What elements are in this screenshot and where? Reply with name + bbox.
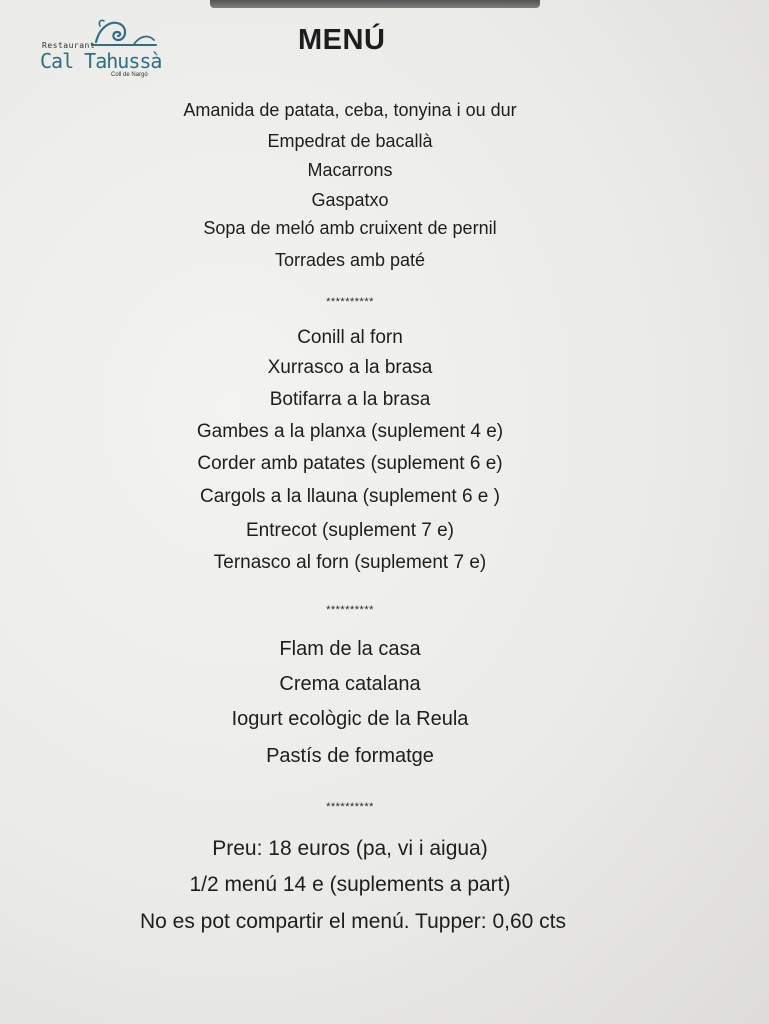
second-course-item: Cargols a la llauna (suplement 6 e ) <box>200 486 500 507</box>
clipboard-clip <box>210 0 540 8</box>
first-course-item: Macarrons <box>307 160 393 180</box>
first-course-item: Torrades amb paté <box>274 250 426 270</box>
dessert-item: Iogurt ecològic de la Reula <box>231 708 469 730</box>
second-course-item: Ternasco al forn (suplement 7 e) <box>213 552 487 573</box>
snail-icon <box>90 18 160 50</box>
second-course-item: Botifarra a la brasa <box>269 389 431 410</box>
logo-restaurant-label: Restaurant <box>42 41 96 50</box>
first-course-item: Gaspatxo <box>311 190 389 210</box>
half-menu-line: 1/2 menú 14 e (suplements a part) <box>189 873 511 896</box>
section-separator: ********** <box>326 801 374 813</box>
dessert-item: Crema catalana <box>279 673 421 695</box>
first-course-item: Amanida de patata, ceba, tonyina i ou dur <box>183 100 517 120</box>
sharing-note-line: No es pot compartir el menú. Tupper: 0,60 cts <box>139 910 567 933</box>
logo-name: Cal Tahussà <box>40 49 162 73</box>
second-course-item: Conill al forn <box>297 327 403 348</box>
price-line: Preu: 18 euros (pa, vi i aigua) <box>212 837 488 860</box>
section-separator: ********** <box>326 604 374 616</box>
second-course-item: Corder amb patates (suplement 6 e) <box>197 453 503 474</box>
second-course-item: Entrecot (suplement 7 e) <box>245 520 455 541</box>
restaurant-logo <box>38 18 168 88</box>
first-course-item: Empedrat de bacallà <box>267 131 433 151</box>
first-course-item: Sopa de meló amb cruixent de pernil <box>203 218 497 238</box>
page-title: MENÚ <box>298 24 386 56</box>
section-separator: ********** <box>326 296 374 308</box>
second-course-item: Xurrasco a la brasa <box>267 357 433 378</box>
logo-subtitle: Coll de Nargó <box>111 72 148 78</box>
dessert-item: Pastís de formatge <box>266 745 434 767</box>
second-course-item: Gambes a la planxa (suplement 4 e) <box>196 421 504 442</box>
dessert-item: Flam de la casa <box>279 638 421 660</box>
